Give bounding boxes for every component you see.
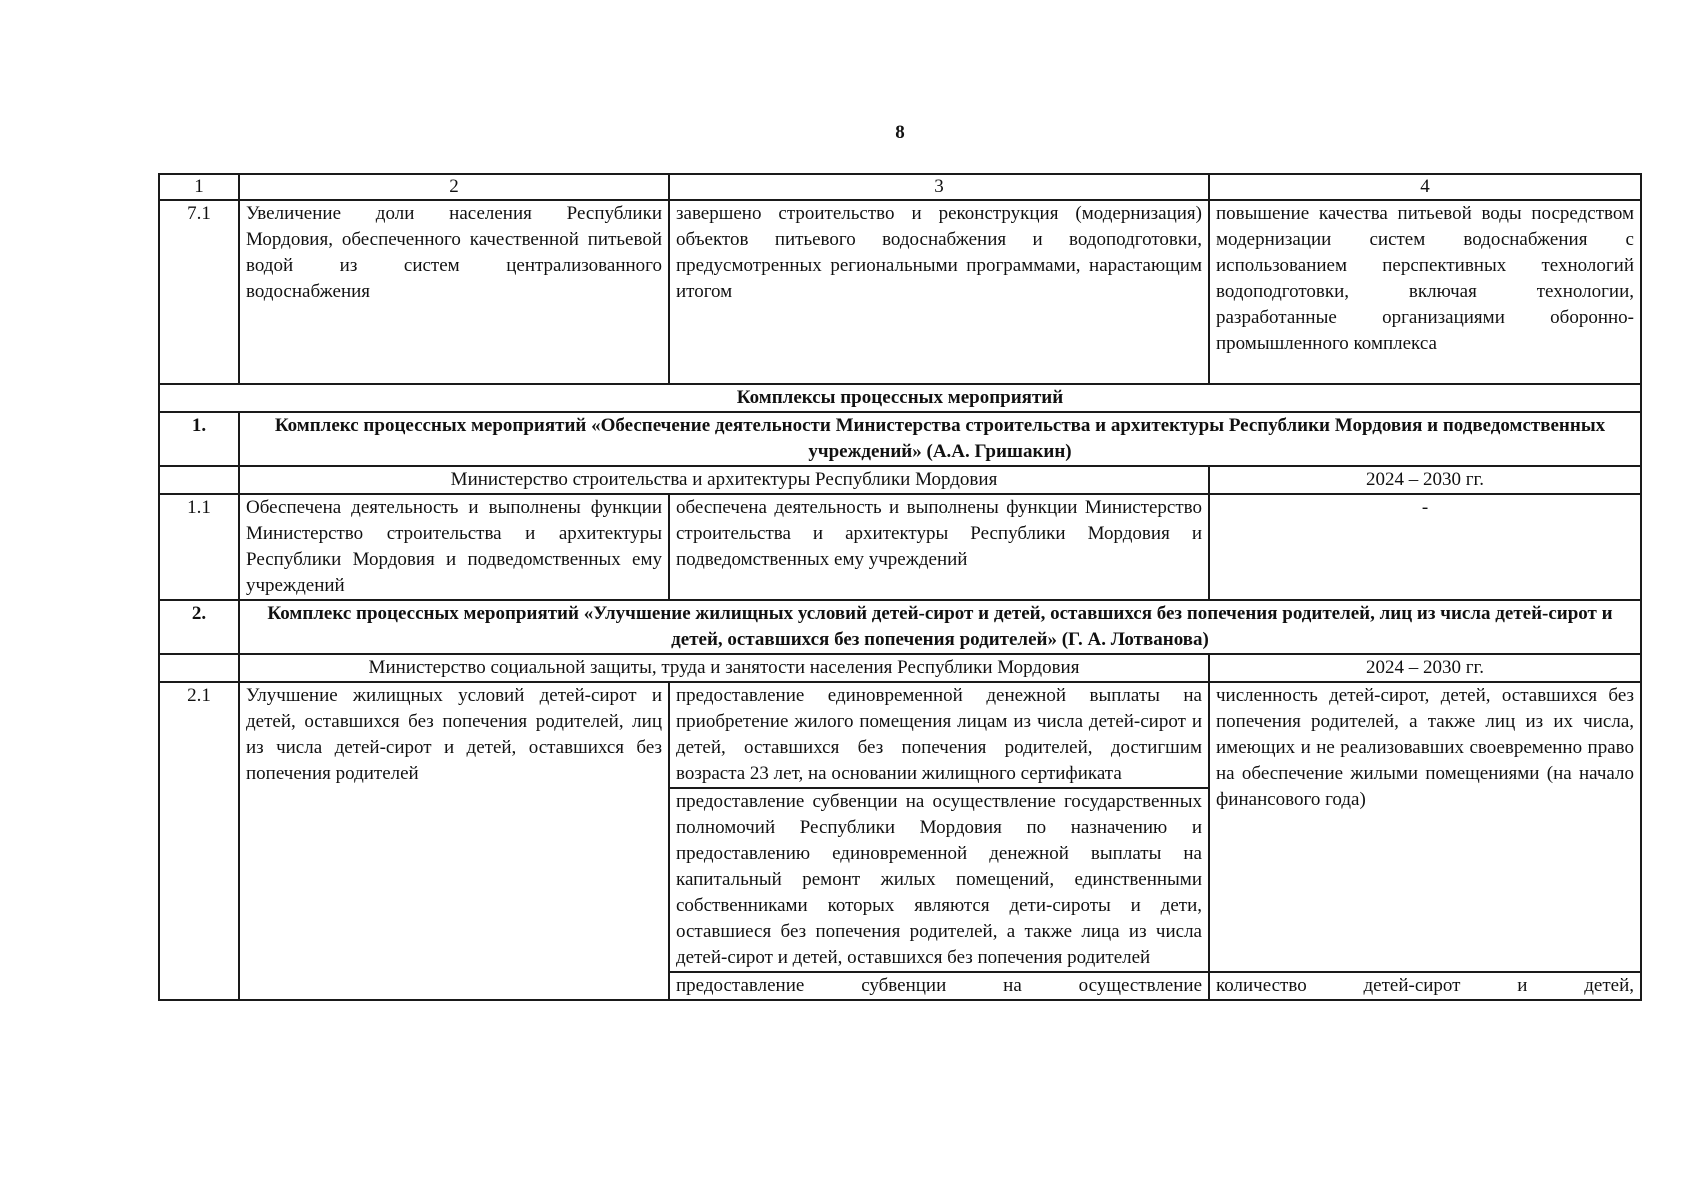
section-title-row [159, 384, 1641, 412]
row-number: 1.1 [159, 494, 239, 600]
column-header-3: 3 [669, 174, 1209, 200]
result-cell-a: предоставление единовременной денежной выплаты на приобретение жилого помещения лицам из числа детей-сирот и детей, оставшихся без попечения родителей, достигшим возраста 23 лет, на основании жилищного сертификата [669, 682, 1209, 788]
goal-cell: Обеспечена деятельность и выполнены функции Министерство строительства и архитектуры Республики Мордовия и подведомственных ему учреждений [239, 494, 669, 600]
complex-1-period: 2024 – 2030 гг. [1209, 466, 1641, 494]
empty-cell [159, 466, 239, 494]
goal-cell: Улучшение жилищных условий детей-сирот и детей, оставшихся без попечения родителей, лиц из числа детей-сирот и детей, оставшихся без попечения родителей [239, 682, 669, 1000]
column-header-2: 2 [239, 174, 669, 200]
empty-cell [159, 654, 239, 682]
complex-1-title: Комплекс процессных мероприятий «Обеспечение деятельности Министерства строительства и архитектуры Республики Мордовия и подведомственных учреждений» (А.А. Гришакин) [239, 412, 1641, 466]
result-cell-b: предоставление субвенции на осуществление государственных полномочий Республики Мордовия по назначению и предоставлению единовременной денежной выплаты на капитальный ремонт жилых помещений, единственными собственниками которых являются дети-сироты и дети, оставшиеся без попечения родителей, а также лица из числа детей-сирот и детей, оставшихся без попечения родителей [669, 788, 1209, 972]
result-cell-c: предоставление субвенции на осуществление [669, 972, 1209, 1000]
result-cell: обеспечена деятельность и выполнены функции Министерство строительства и архитектуры Республики Мордовия и подведомственных ему учреждений [669, 494, 1209, 600]
row-number: 7.1 [159, 200, 239, 384]
effect-cell: - [1209, 494, 1641, 600]
complex-2-responsible-row [159, 654, 1641, 682]
column-header-4: 4 [1209, 174, 1641, 200]
table-row-1-1 [159, 494, 1641, 600]
result-cell: завершено строительство и реконструкция (модернизация) объектов питьевого водоснабжения и водоподготовки, предусмотренных региональными программами, нарастающим итогом [669, 200, 1209, 384]
complex-1-title-row [159, 412, 1641, 466]
row-number: 2.1 [159, 682, 239, 1000]
complex-2-period: 2024 – 2030 гг. [1209, 654, 1641, 682]
complex-2-number: 2. [159, 600, 239, 654]
goal-cell: Увеличение доли населения Республики Мордовия, обеспеченного качественной питьевой водой из систем централизованного водоснабжения [239, 200, 669, 384]
page-number: 8 [895, 122, 905, 143]
effect-cell-b: количество детей-сирот и детей, [1209, 972, 1641, 1000]
effect-cell: повышение качества питьевой воды посредством модернизации систем водоснабжения с использованием перспективных технологий водоподготовки, включая технологии, разработанные организациями оборонно-промышленного комплекса [1209, 200, 1641, 384]
complex-2-responsible: Министерство социальной защиты, труда и занятости населения Республики Мордовия [239, 654, 1209, 682]
column-header-1: 1 [159, 174, 239, 200]
column-header-row [159, 174, 1641, 200]
table-row-7-1 [159, 200, 1641, 384]
program-table [158, 173, 1642, 1001]
section-title: Комплексы процессных мероприятий [159, 384, 1641, 412]
complex-2-title-row [159, 600, 1641, 654]
complex-1-number: 1. [159, 412, 239, 466]
effect-cell-a: численность детей-сирот, детей, оставшихся без попечения родителей, а также лиц из их числа, имеющих и не реализовавших своевременно право на обеспечение жилыми помещениями (на начало финансового года) [1209, 682, 1641, 972]
table-row-2-1-a [159, 682, 1641, 788]
complex-1-responsible: Министерство строительства и архитектуры Республики Мордовия [239, 466, 1209, 494]
complex-1-responsible-row [159, 466, 1641, 494]
complex-2-title: Комплекс процессных мероприятий «Улучшение жилищных условий детей-сирот и детей, оставшихся без попечения родителей, лиц из числа детей-сирот и детей, оставшихся без попечения родителей» (Г. А. Лотванова) [239, 600, 1641, 654]
